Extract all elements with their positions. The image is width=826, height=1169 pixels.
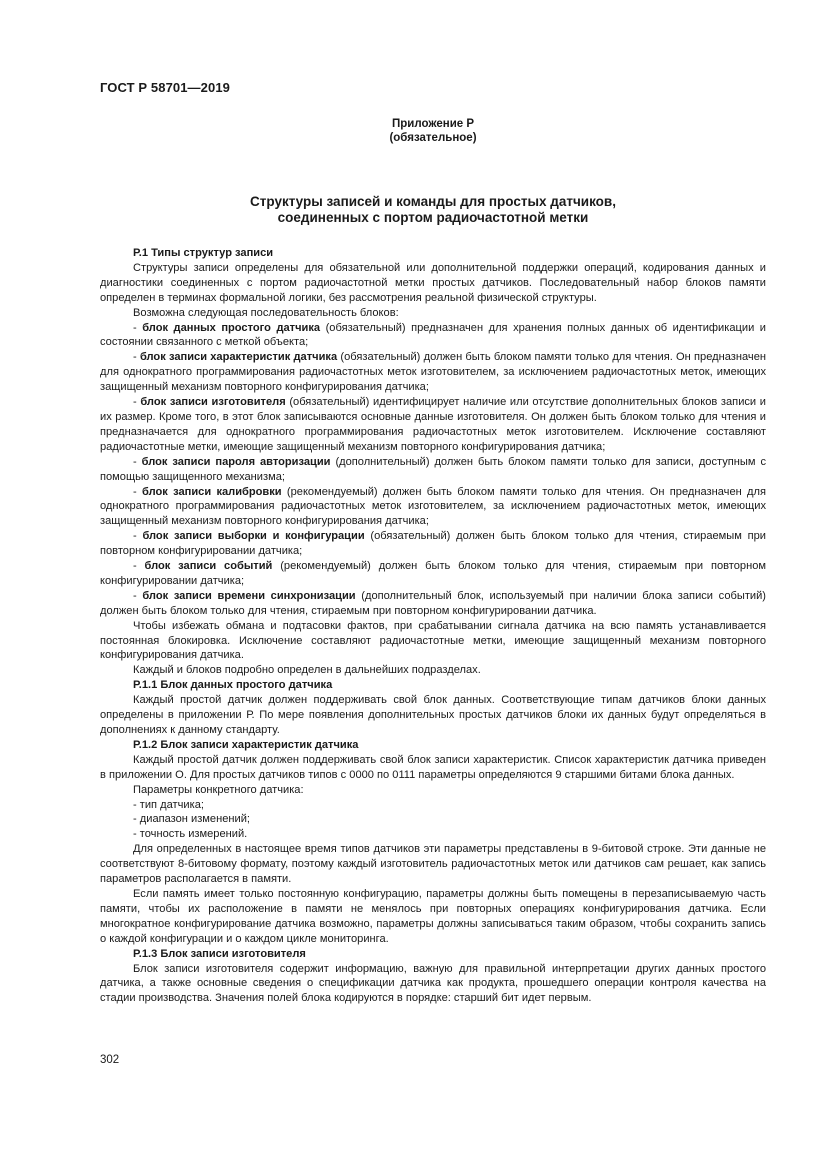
paragraph: Для определенных в настоящее время типов датчиков эти параметры представлены в 9-битовой строке. Эти данные не соответствуют 8-битовому формату, поэтому каждый изготовитель радиочастотных меток или датчиков сам решает, как запись параметров располагается в памяти. <box>100 843 766 886</box>
term: блок записи времени синхронизации <box>142 589 356 602</box>
paragraph: Каждый и блоков подробно определен в дальнейших подразделах. <box>133 664 481 677</box>
list-item: - блок записи времени синхронизации (дополнительный блок, используемый при наличии блока записи событий) должен быть блоком только для чтения, стираемым при повторном конфигурировании датчика. <box>100 589 766 617</box>
list-item: - блок записи выборки и конфигурации (обязательный) должен быть блоком только для чтения, стираемым при повторном конфигурировании датчика; <box>100 530 767 558</box>
term-description: (рекомендуемый) должен быть блоком только для чтения, стираемым при повторном конфигурировании датчика; <box>100 560 767 587</box>
paragraph: Блок записи изготовителя содержит информацию, важную для правильной интерпретации других данных простого датчика, а также основные сведения о спецификации датчика как продукта, прошедшего операции контроля качества на стадии производства. Значения полей блока кодируются в порядке: старший бит идет первым. <box>100 962 766 1005</box>
term-description: (обязательный) идентифицирует наличие или отсутствие дополнительных блоков записи и их размер. Кроме того, в этот блок записываются основные данные изготовителя. Он должен быть блоком только для чтения и предназначается для однократного программирования радиочастотных меток изготовителем. Исключение составляют радиочастотные метки, имеющие защищенный механизм повторного конфигурирования датчика; <box>100 396 766 453</box>
term-description: (дополнительный) должен быть блоком памяти только для записи, доступным с помощью защищенного механизма; <box>100 455 766 483</box>
list-item: - блок данных простого датчика (обязательный) предназначен для хранения полных данных об идентификации и состоянии связанного с меткой объекта; <box>100 321 766 349</box>
list-item: - блок записи изготовителя (обязательный) идентифицирует наличие или отсутствие дополнительных блоков записи и их размер. Кроме того, в этот блок записываются основные данные изготовителя. Он должен быть блоком только для чтения и предназначается для однократного программирования радиочастотных меток изготовителем. Исключение составляют радиочастотные метки, имеющие защищенный механизм повторного конфигурирования датчика; <box>100 396 766 453</box>
term: блок данных простого датчика <box>142 321 321 334</box>
term: блок записи калибровки <box>142 485 282 498</box>
term-description: (дополнительный блок, используемый при наличии блока записи событий) должен быть блоком только для чтения, стираемым при повторном конфигурировании датчика. <box>100 589 766 617</box>
term-description: (обязательный) должен быть блоком памяти только для чтения. Он предназначен для однократного программирования радиочастотных меток изготовителем, за исключением радиочастотных меток, имеющих защищенный механизм повторного конфигурирования датчика; <box>100 351 767 394</box>
term: блок записи пароля авторизации <box>141 455 331 468</box>
list-item: - тип датчика; <box>133 798 204 811</box>
paragraph: Каждый простой датчик должен поддерживать свой блок записи характеристик. Список характеристик датчика приведен в приложении О. Для простых датчиков типов с 0000 по 0111 параметры определяются 9 старшими битами блока данных. <box>100 753 766 781</box>
paragraph: Параметры конкретного датчика: <box>133 783 304 796</box>
paragraph: Структуры записи определены для обязательной или дополнительной поддержки операций, кодирования данных и диагностики соединенных с портом радиочастотной метки простых датчиков. Последовательный набор блоков памяти определен в терминах формальной логики, без рассмотрения реальной физической структуры. <box>100 261 766 304</box>
list-item: - блок записи пароля авторизации (дополнительный) должен быть блоком памяти только для записи, доступным с помощью защищенного механизма; <box>100 455 766 483</box>
section-heading: Р.1.1 Блок данных простого датчика <box>133 679 333 692</box>
paragraph: Возможна следующая последовательность блоков: <box>133 306 399 319</box>
paragraph: Каждый простой датчик должен поддерживать свой блок данных. Соответствующие типам датчиков блоки данных определены в приложении Р. По мере появления дополнительных простых датчиков блоки их данных будут определяться в дополнениях к данному стандарту. <box>100 694 766 736</box>
annex-title-line2: соединенных с портом радиочастотной метки <box>277 210 589 225</box>
term: блок записи выборки и конфигурации <box>142 530 365 543</box>
term: блок записи изготовителя <box>140 396 286 409</box>
list-item: - диапазон изменений; <box>133 813 250 826</box>
section-heading: Р.1 Типы структур записи <box>133 247 274 259</box>
section-heading: Р.1.3 Блок записи изготовителя <box>133 947 306 960</box>
term: блок записи характеристик датчика <box>139 351 338 364</box>
list-item: - блок записи событий (рекомендуемый) должен быть блоком только для чтения, стираемым при повторном конфигурировании датчика; <box>100 560 767 587</box>
annex-title <box>0 194 826 226</box>
section-heading: Р.1.2 Блок записи характеристик датчика <box>133 738 359 751</box>
document-header: ГОСТ Р 58701—2019 <box>100 80 230 95</box>
paragraph: Чтобы избежать обмана и подтасовки фактов, при срабатывании сигнала датчика на всю память устанавливается постоянная блокировка. Исключение составляют радиочастотные метки, имеющие защищенный механизм повторного конфигурирования датчика. <box>100 619 766 662</box>
list-item: - точность измерений. <box>133 828 248 841</box>
list-item: - блок записи характеристик датчика (обязательный) должен быть блоком памяти только для чтения. Он предназначен для однократного программирования радиочастотных меток изготовителем, за исключением радиочастотных меток, имеющих защищенный механизм повторного конфигурирования датчика; <box>100 351 767 394</box>
annex-name: Приложение Р <box>391 118 475 130</box>
paragraph: Если память имеет только постоянную конфигурацию, параметры должны быть помещены в перезаписываемую часть памяти, чтобы их расположение в памяти не менялось при повторных операциях конфигурирования датчика. Если многократное конфигурирование датчика возможно, параметры должны записываться таким образом, чтобы сохранить запись о каждой конфигурации и о каждом цикле мониторинга. <box>100 887 766 945</box>
annex-heading <box>0 117 826 145</box>
term: блок записи событий <box>144 560 273 573</box>
term-description: (рекомендуемый) должен быть блоком памяти только для чтения. Он предназначен для однократного программирования радиочастотных меток изготовителем, за исключением радиочастотных меток, имеющих защищенный механизм повторного конфигурирования датчика; <box>100 485 766 528</box>
document-body <box>100 246 766 1006</box>
page-number: 302 <box>100 1054 120 1066</box>
term-description: (обязательный) предназначен для хранения полных данных об идентификации и состоянии связанного с меткой объекта; <box>100 321 766 349</box>
annex-status: (обязательное) <box>389 132 477 144</box>
term-description: (обязательный) должен быть блоком только для чтения, стираемым при повторном конфигурировании датчика; <box>100 530 767 558</box>
list-item: - блок записи калибровки (рекомендуемый) должен быть блоком памяти только для чтения. Он предназначен для однократного программирования радиочастотных меток изготовителем, за исключением радиочастотных меток, имеющих защищенный механизм повторного конфигурирования датчика; <box>100 485 766 528</box>
annex-title-line1: Структуры записей и команды для простых датчиков, <box>250 194 616 209</box>
